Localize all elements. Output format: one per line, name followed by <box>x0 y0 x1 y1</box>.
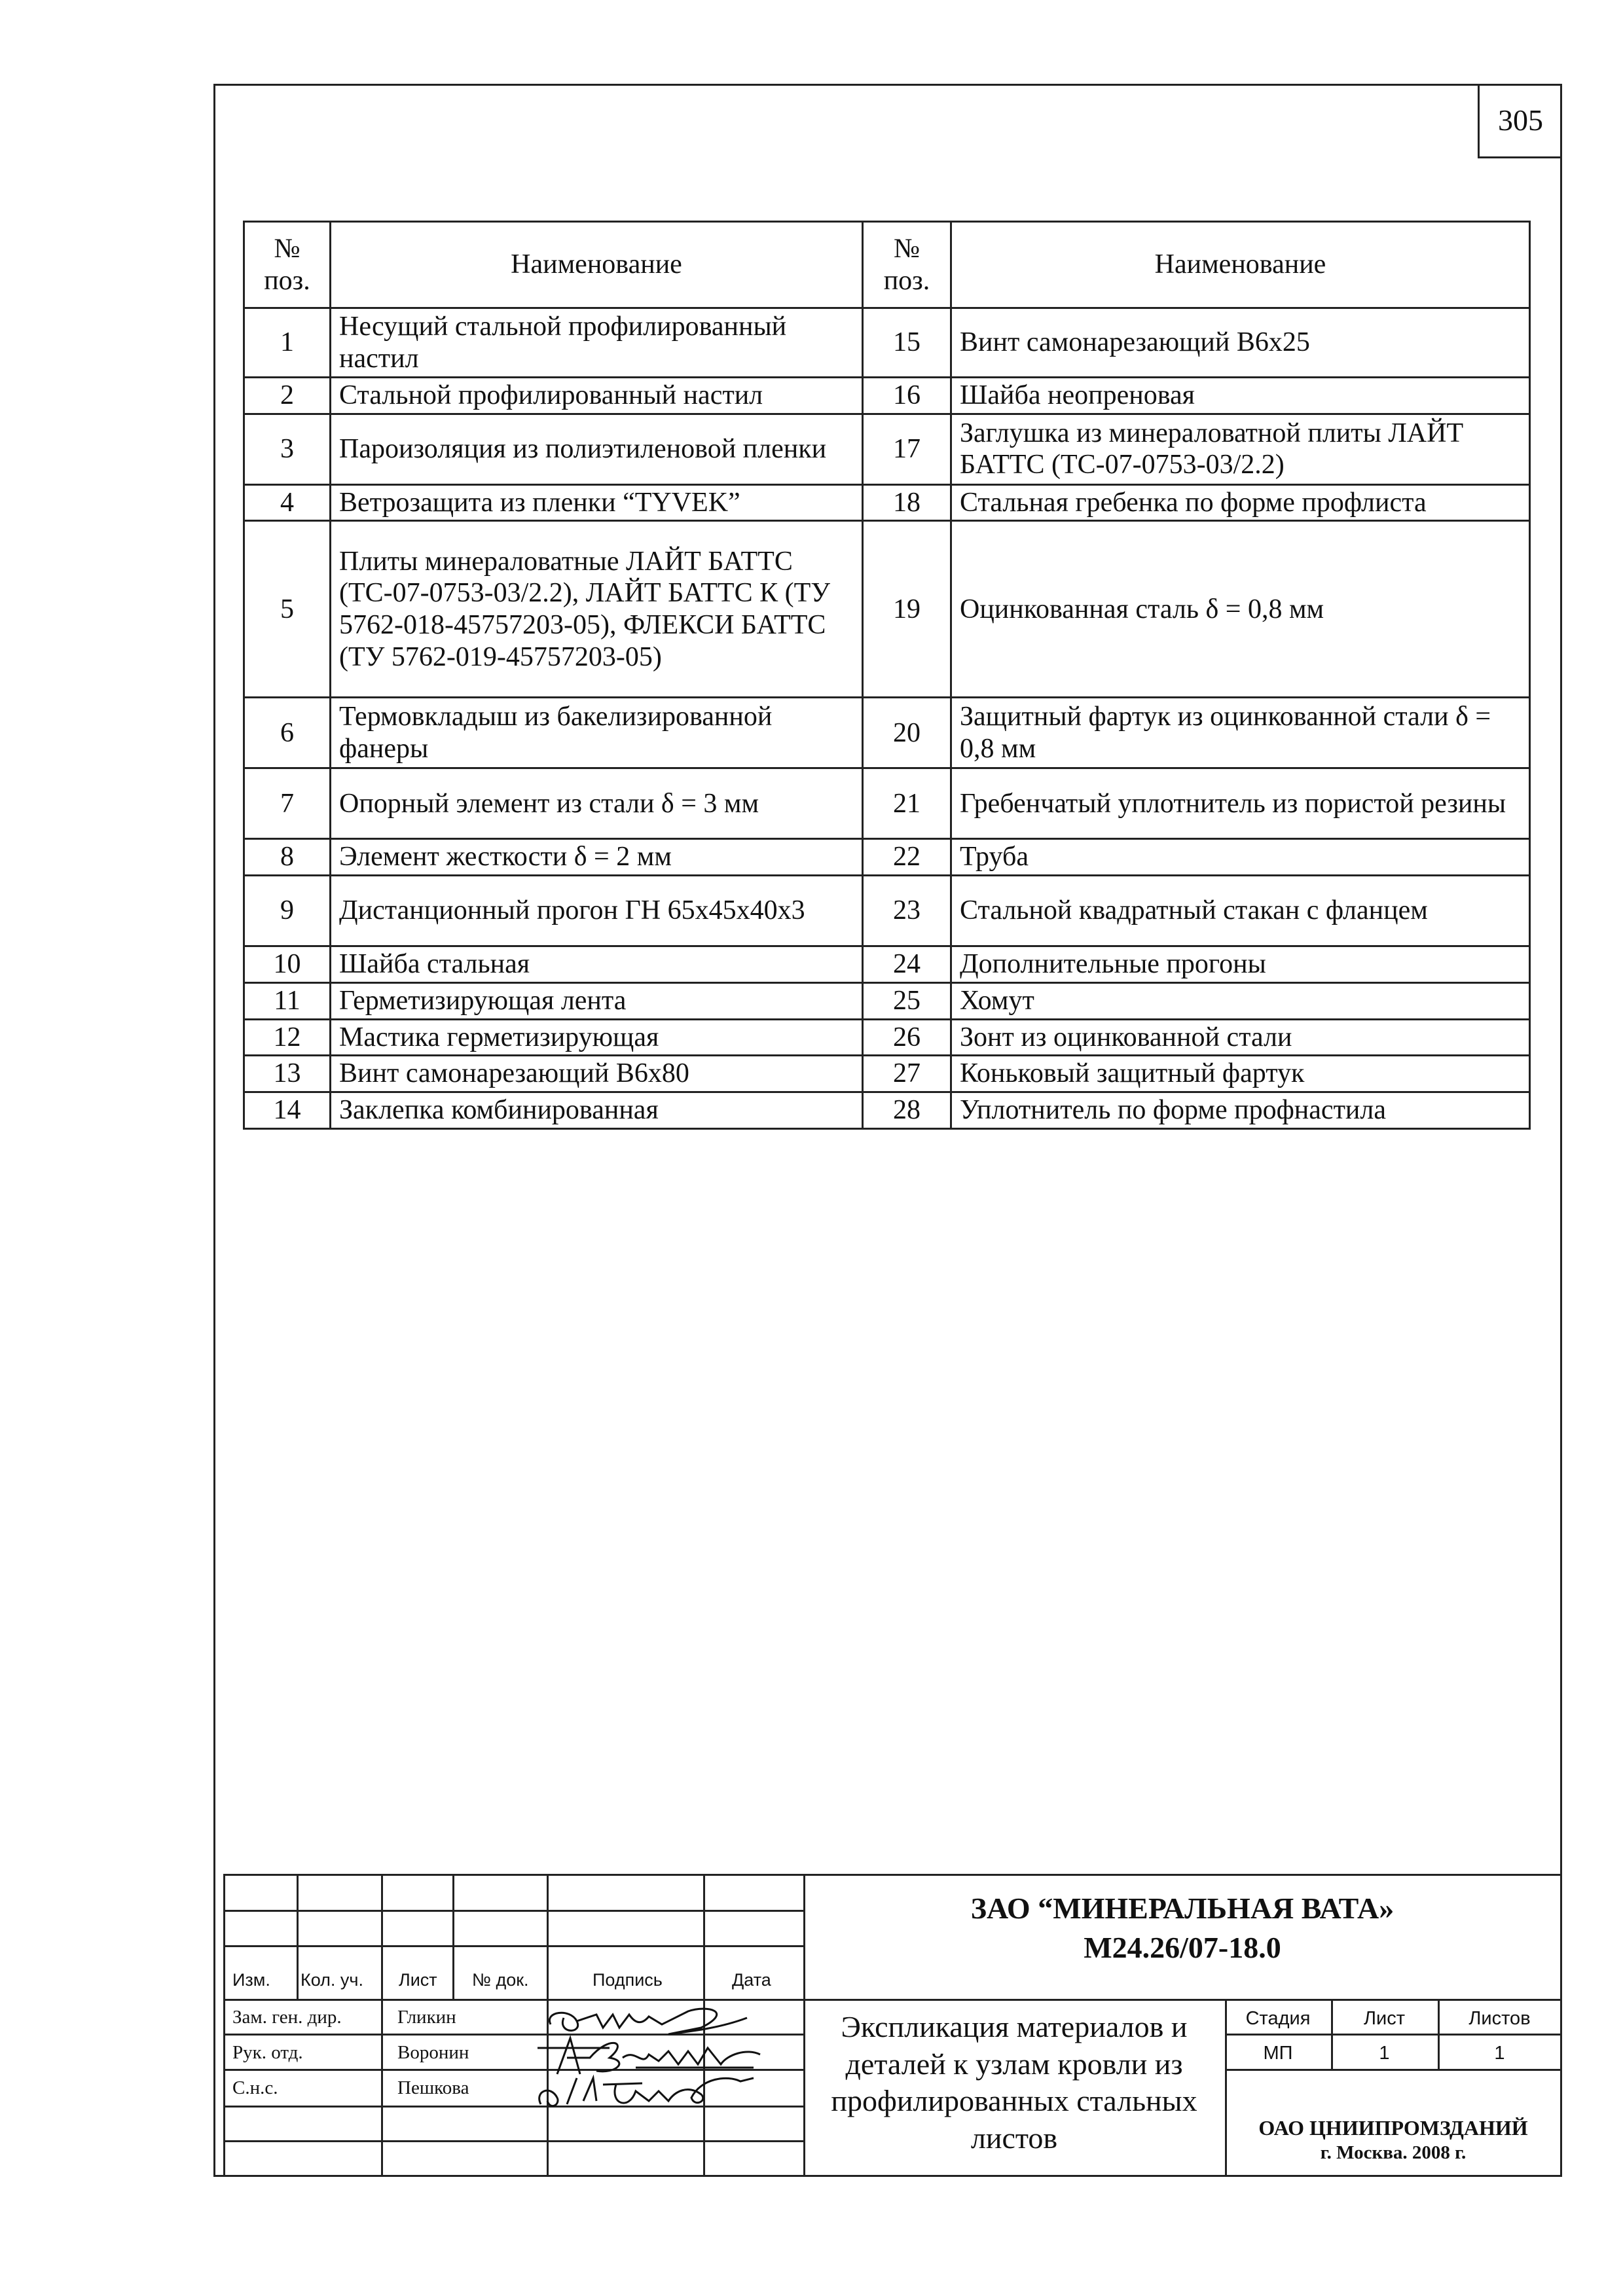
col-header-n-dok: № док. <box>472 1970 529 1990</box>
table-row <box>244 484 1530 521</box>
left-position-number: 6 <box>244 698 331 768</box>
table-row <box>244 698 1530 768</box>
stamp-line <box>223 2140 803 2142</box>
doc-code: М24.26/07-18.0 <box>1084 1931 1281 1964</box>
org-title: ЗАО “МИНЕРАЛЬНАЯ ВАТА» <box>970 1892 1395 1925</box>
table-row <box>244 876 1530 946</box>
left-position-number: 13 <box>244 1056 331 1092</box>
left-position-number: 7 <box>244 768 331 839</box>
right-item-name: Хомут <box>951 982 1530 1019</box>
table-row <box>244 414 1530 484</box>
right-item-name: Стальная гребенка по форме профлиста <box>951 484 1530 521</box>
table-row <box>244 378 1530 414</box>
left-position-number: 11 <box>244 982 331 1019</box>
stamp-line <box>223 1999 1561 2001</box>
stamp-line <box>223 2175 1561 2177</box>
col-header-podpis: Подпись <box>593 1970 663 1990</box>
header-num-right: № поз. <box>863 222 951 308</box>
right-position-number: 23 <box>863 876 951 946</box>
stamp-line <box>223 1945 803 1947</box>
table-row <box>244 768 1530 839</box>
right-position-number: 17 <box>863 414 951 484</box>
stamp-line <box>1225 2069 1561 2071</box>
role-zam-gen-dir: Зам. ген. дир. <box>232 2007 342 2028</box>
left-item-name: Опорный элемент из стали δ = 3 мм <box>331 768 863 839</box>
right-item-name: Оцинкованная сталь δ = 0,8 мм <box>951 521 1530 698</box>
right-position-number: 16 <box>863 378 951 414</box>
right-item-name: Уплотнитель по форме профнастила <box>951 1092 1530 1129</box>
stamp-line <box>297 1874 299 1999</box>
stage-value: МП <box>1263 2043 1293 2064</box>
right-item-name: Гребенчатый уплотнитель из пористой резины <box>951 768 1530 839</box>
left-item-name: Несущий стальной профилированный настил <box>331 308 863 378</box>
title-block <box>223 1874 1561 2177</box>
left-item-name: Герметизирующая лента <box>331 982 863 1019</box>
left-item-name: Заклепка комбинированная <box>331 1092 863 1129</box>
role-ruk-otd: Рук. отд. <box>232 2042 303 2063</box>
sheet-header: Лист <box>1363 2008 1405 2029</box>
right-item-name: Зонт из оцинкованной стали <box>951 1019 1530 1056</box>
name-glikin: Гликин <box>397 2007 456 2028</box>
table-body <box>244 308 1530 1129</box>
role-sns: С.н.с. <box>232 2077 278 2098</box>
right-item-name: Защитный фартук из оцинкованной стали δ = 0,8 мм <box>951 698 1530 768</box>
city-year: г. Москва. 2008 г. <box>1320 2142 1467 2163</box>
left-position-number: 2 <box>244 378 331 414</box>
header-num-left: № поз. <box>244 222 331 308</box>
left-position-number: 5 <box>244 521 331 698</box>
institute-name: ОАО ЦНИИПРОМЗДАНИЙ <box>1258 2116 1528 2140</box>
left-position-number: 3 <box>244 414 331 484</box>
left-item-name: Ветрозащита из пленки “TYVEK” <box>331 484 863 521</box>
table-row <box>244 521 1530 698</box>
materials-table <box>243 221 1531 1130</box>
left-position-number: 12 <box>244 1019 331 1056</box>
page-number: 305 <box>1478 84 1561 158</box>
left-item-name: Дистанционный прогон ГН 65х45х40х3 <box>331 876 863 946</box>
right-item-name: Коньковый защитный фартук <box>951 1056 1530 1092</box>
right-item-name: Шайба неопреновая <box>951 378 1530 414</box>
name-voronin: Воронин <box>397 2042 469 2063</box>
signature-peshkova <box>531 2065 760 2117</box>
right-item-name: Заглушка из минераловатной плиты ЛАЙТ БАТТС (ТС-07-0753-03/2.2) <box>951 414 1530 484</box>
right-position-number: 22 <box>863 839 951 876</box>
right-item-name: Стальной квадратный стакан с фланцем <box>951 876 1530 946</box>
header-name-right: Наименование <box>951 222 1530 308</box>
left-item-name: Пароизоляция из полиэтиленовой пленки <box>331 414 863 484</box>
col-header-list: Лист <box>399 1970 437 1990</box>
table-header-row <box>244 222 1530 308</box>
table-row <box>244 839 1530 876</box>
right-position-number: 15 <box>863 308 951 378</box>
left-item-name: Стальной профилированный настил <box>331 378 863 414</box>
table-row <box>244 946 1530 983</box>
table-row <box>244 982 1530 1019</box>
right-position-number: 24 <box>863 946 951 983</box>
left-position-number: 9 <box>244 876 331 946</box>
left-item-name: Элемент жесткости δ = 2 мм <box>331 839 863 876</box>
col-header-data: Дата <box>732 1970 771 1990</box>
table-row <box>244 1056 1530 1092</box>
left-item-name: Мастика герметизирующая <box>331 1019 863 1056</box>
stamp-line <box>381 1874 383 2177</box>
left-item-name: Шайба стальная <box>331 946 863 983</box>
stamp-line <box>223 1910 803 1912</box>
table-row <box>244 1019 1530 1056</box>
left-position-number: 10 <box>244 946 331 983</box>
right-item-name: Винт самонарезающий В6х25 <box>951 308 1530 378</box>
right-position-number: 26 <box>863 1019 951 1056</box>
table-row <box>244 1092 1530 1129</box>
name-peshkova: Пешкова <box>397 2077 469 2098</box>
col-header-kol-uch: Кол. уч. <box>301 1970 363 1990</box>
left-position-number: 14 <box>244 1092 331 1129</box>
left-position-number: 1 <box>244 308 331 378</box>
stamp-line <box>223 1874 1561 1876</box>
header-name-left: Наименование <box>331 222 863 308</box>
right-position-number: 28 <box>863 1092 951 1129</box>
stamp-line <box>223 1874 225 2177</box>
table-row <box>244 308 1530 378</box>
sheets-header: Листов <box>1468 2008 1531 2029</box>
right-item-name: Труба <box>951 839 1530 876</box>
right-position-number: 25 <box>863 982 951 1019</box>
stamp-line <box>1225 2034 1561 2036</box>
stamp-line <box>452 1874 454 1999</box>
col-header-izm: Изм. <box>232 1970 270 1990</box>
sheet-value: 1 <box>1379 2043 1390 2064</box>
left-item-name: Термовкладыш из бакелизированной фанеры <box>331 698 863 768</box>
stage-header: Стадия <box>1245 2008 1311 2029</box>
left-item-name: Винт самонарезающий В6х80 <box>331 1056 863 1092</box>
sheets-value: 1 <box>1494 2043 1505 2064</box>
right-position-number: 18 <box>863 484 951 521</box>
doc-title: Экспликация материалов и деталей к узлам кровли из профилированных стальных листов <box>831 2010 1197 2155</box>
left-position-number: 8 <box>244 839 331 876</box>
left-position-number: 4 <box>244 484 331 521</box>
left-item-name: Плиты минераловатные ЛАЙТ БАТТС (ТС-07-0753-03/2.2), ЛАЙТ БАТТС К (ТУ 5762-018-45757203-05), ФЛЕКСИ БАТТС (ТУ 5762-019-45757203-05) <box>331 521 863 698</box>
right-item-name: Дополнительные прогоны <box>951 946 1530 983</box>
right-position-number: 19 <box>863 521 951 698</box>
right-position-number: 27 <box>863 1056 951 1092</box>
right-position-number: 21 <box>863 768 951 839</box>
right-position-number: 20 <box>863 698 951 768</box>
